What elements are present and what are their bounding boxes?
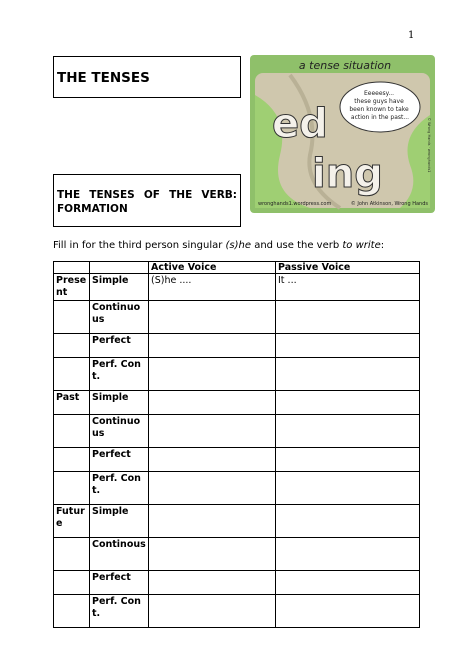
instruction-verb: to write xyxy=(342,240,381,251)
table-row xyxy=(54,472,420,505)
table-row xyxy=(54,358,420,391)
table-row xyxy=(54,448,420,472)
tense-cell-empty xyxy=(54,334,90,358)
tense-cell-empty xyxy=(54,358,90,391)
aspect-label: Continuous xyxy=(90,301,149,334)
table-row xyxy=(54,334,420,358)
aspect-label: Simple xyxy=(90,505,149,538)
table-row xyxy=(54,274,420,301)
passive-voice-cell[interactable]: It ... xyxy=(276,274,420,301)
passive-voice-cell[interactable] xyxy=(276,358,420,391)
passive-voice-cell[interactable] xyxy=(276,595,420,628)
passive-voice-cell[interactable] xyxy=(276,301,420,334)
passive-voice-cell[interactable] xyxy=(276,505,420,538)
cartoon-letters-ing: ing xyxy=(312,151,383,197)
active-voice-cell[interactable] xyxy=(149,472,276,505)
table-header-row xyxy=(54,262,420,274)
cartoon-side-credit: © Wrong Hands · wronghands1 xyxy=(427,117,431,173)
tense-label-future: Future xyxy=(54,505,90,538)
speech-line-2: these guys have xyxy=(354,98,404,105)
aspect-label: Perf. Cont. xyxy=(90,358,149,391)
passive-voice-cell[interactable] xyxy=(276,334,420,358)
active-voice-cell[interactable] xyxy=(149,448,276,472)
active-voice-cell[interactable] xyxy=(149,538,276,571)
aspect-label: Perf. Cont. xyxy=(90,595,149,628)
table-row xyxy=(54,505,420,538)
active-voice-cell[interactable]: (S)he .... xyxy=(149,274,276,301)
title-box xyxy=(53,56,241,98)
active-voice-cell[interactable] xyxy=(149,358,276,391)
passive-voice-cell[interactable] xyxy=(276,472,420,505)
instruction-part-2: and use the verb xyxy=(251,240,343,251)
tense-label-present: Present xyxy=(54,274,90,301)
speech-line-1: Eeeeesy... xyxy=(363,90,395,97)
table-row xyxy=(54,415,420,448)
section-subtitle: THE TENSES OF THE VERB: FORMATION xyxy=(57,189,237,215)
active-voice-cell[interactable] xyxy=(149,334,276,358)
table-row xyxy=(54,595,420,628)
header-cell xyxy=(54,262,90,274)
tense-cell-empty xyxy=(54,415,90,448)
table-row xyxy=(54,538,420,571)
speech-line-3: been known to take xyxy=(349,106,409,113)
cartoon-image xyxy=(250,55,435,213)
tense-table xyxy=(53,261,420,628)
aspect-label: Continuous xyxy=(90,415,149,448)
aspect-label: Perfect xyxy=(90,448,149,472)
active-voice-cell[interactable] xyxy=(149,391,276,415)
header-cell xyxy=(90,262,149,274)
cartoon-website: wronghands1.wordpress.com xyxy=(258,201,332,207)
tense-cell-empty xyxy=(54,595,90,628)
table-row xyxy=(54,391,420,415)
cartoon-letters-ed: ed xyxy=(272,101,328,147)
passive-voice-cell[interactable] xyxy=(276,448,420,472)
table-row xyxy=(54,301,420,334)
page-number: 1 xyxy=(408,30,415,41)
tense-cell-empty xyxy=(54,571,90,595)
page-title: THE TENSES xyxy=(57,70,150,86)
active-voice-cell[interactable] xyxy=(149,301,276,334)
speech-line-4: action in the past... xyxy=(350,114,410,121)
instruction-subject: (s)he xyxy=(225,240,252,251)
passive-voice-cell[interactable] xyxy=(276,415,420,448)
passive-voice-cell[interactable] xyxy=(276,571,420,595)
table-row xyxy=(54,571,420,595)
header-passive-voice: Passive Voice xyxy=(276,262,420,274)
tense-cell-empty xyxy=(54,472,90,505)
tense-cell-empty xyxy=(54,448,90,472)
passive-voice-cell[interactable] xyxy=(276,538,420,571)
cartoon-credit: © John Atkinson, Wrong Hands xyxy=(350,201,428,207)
tense-cell-empty xyxy=(54,538,90,571)
tense-label-past: Past xyxy=(54,391,90,415)
tense-cell-empty xyxy=(54,301,90,334)
instruction-part-1: Fill in for the third person singular xyxy=(53,240,226,251)
instruction-part-3: : xyxy=(380,240,385,251)
active-voice-cell[interactable] xyxy=(149,505,276,538)
aspect-label: Perf. Cont. xyxy=(90,472,149,505)
aspect-label: Continous xyxy=(90,538,149,571)
subtitle-box xyxy=(53,174,241,227)
aspect-label: Simple xyxy=(90,391,149,415)
active-voice-cell[interactable] xyxy=(149,571,276,595)
aspect-label: Perfect xyxy=(90,571,149,595)
aspect-label: Simple xyxy=(90,274,149,301)
active-voice-cell[interactable] xyxy=(149,415,276,448)
cartoon-caption: a tense situation xyxy=(298,59,392,72)
aspect-label: Perfect xyxy=(90,334,149,358)
active-voice-cell[interactable] xyxy=(149,595,276,628)
header-active-voice: Active Voice xyxy=(149,262,276,274)
passive-voice-cell[interactable] xyxy=(276,391,420,415)
instruction-text xyxy=(53,240,384,251)
